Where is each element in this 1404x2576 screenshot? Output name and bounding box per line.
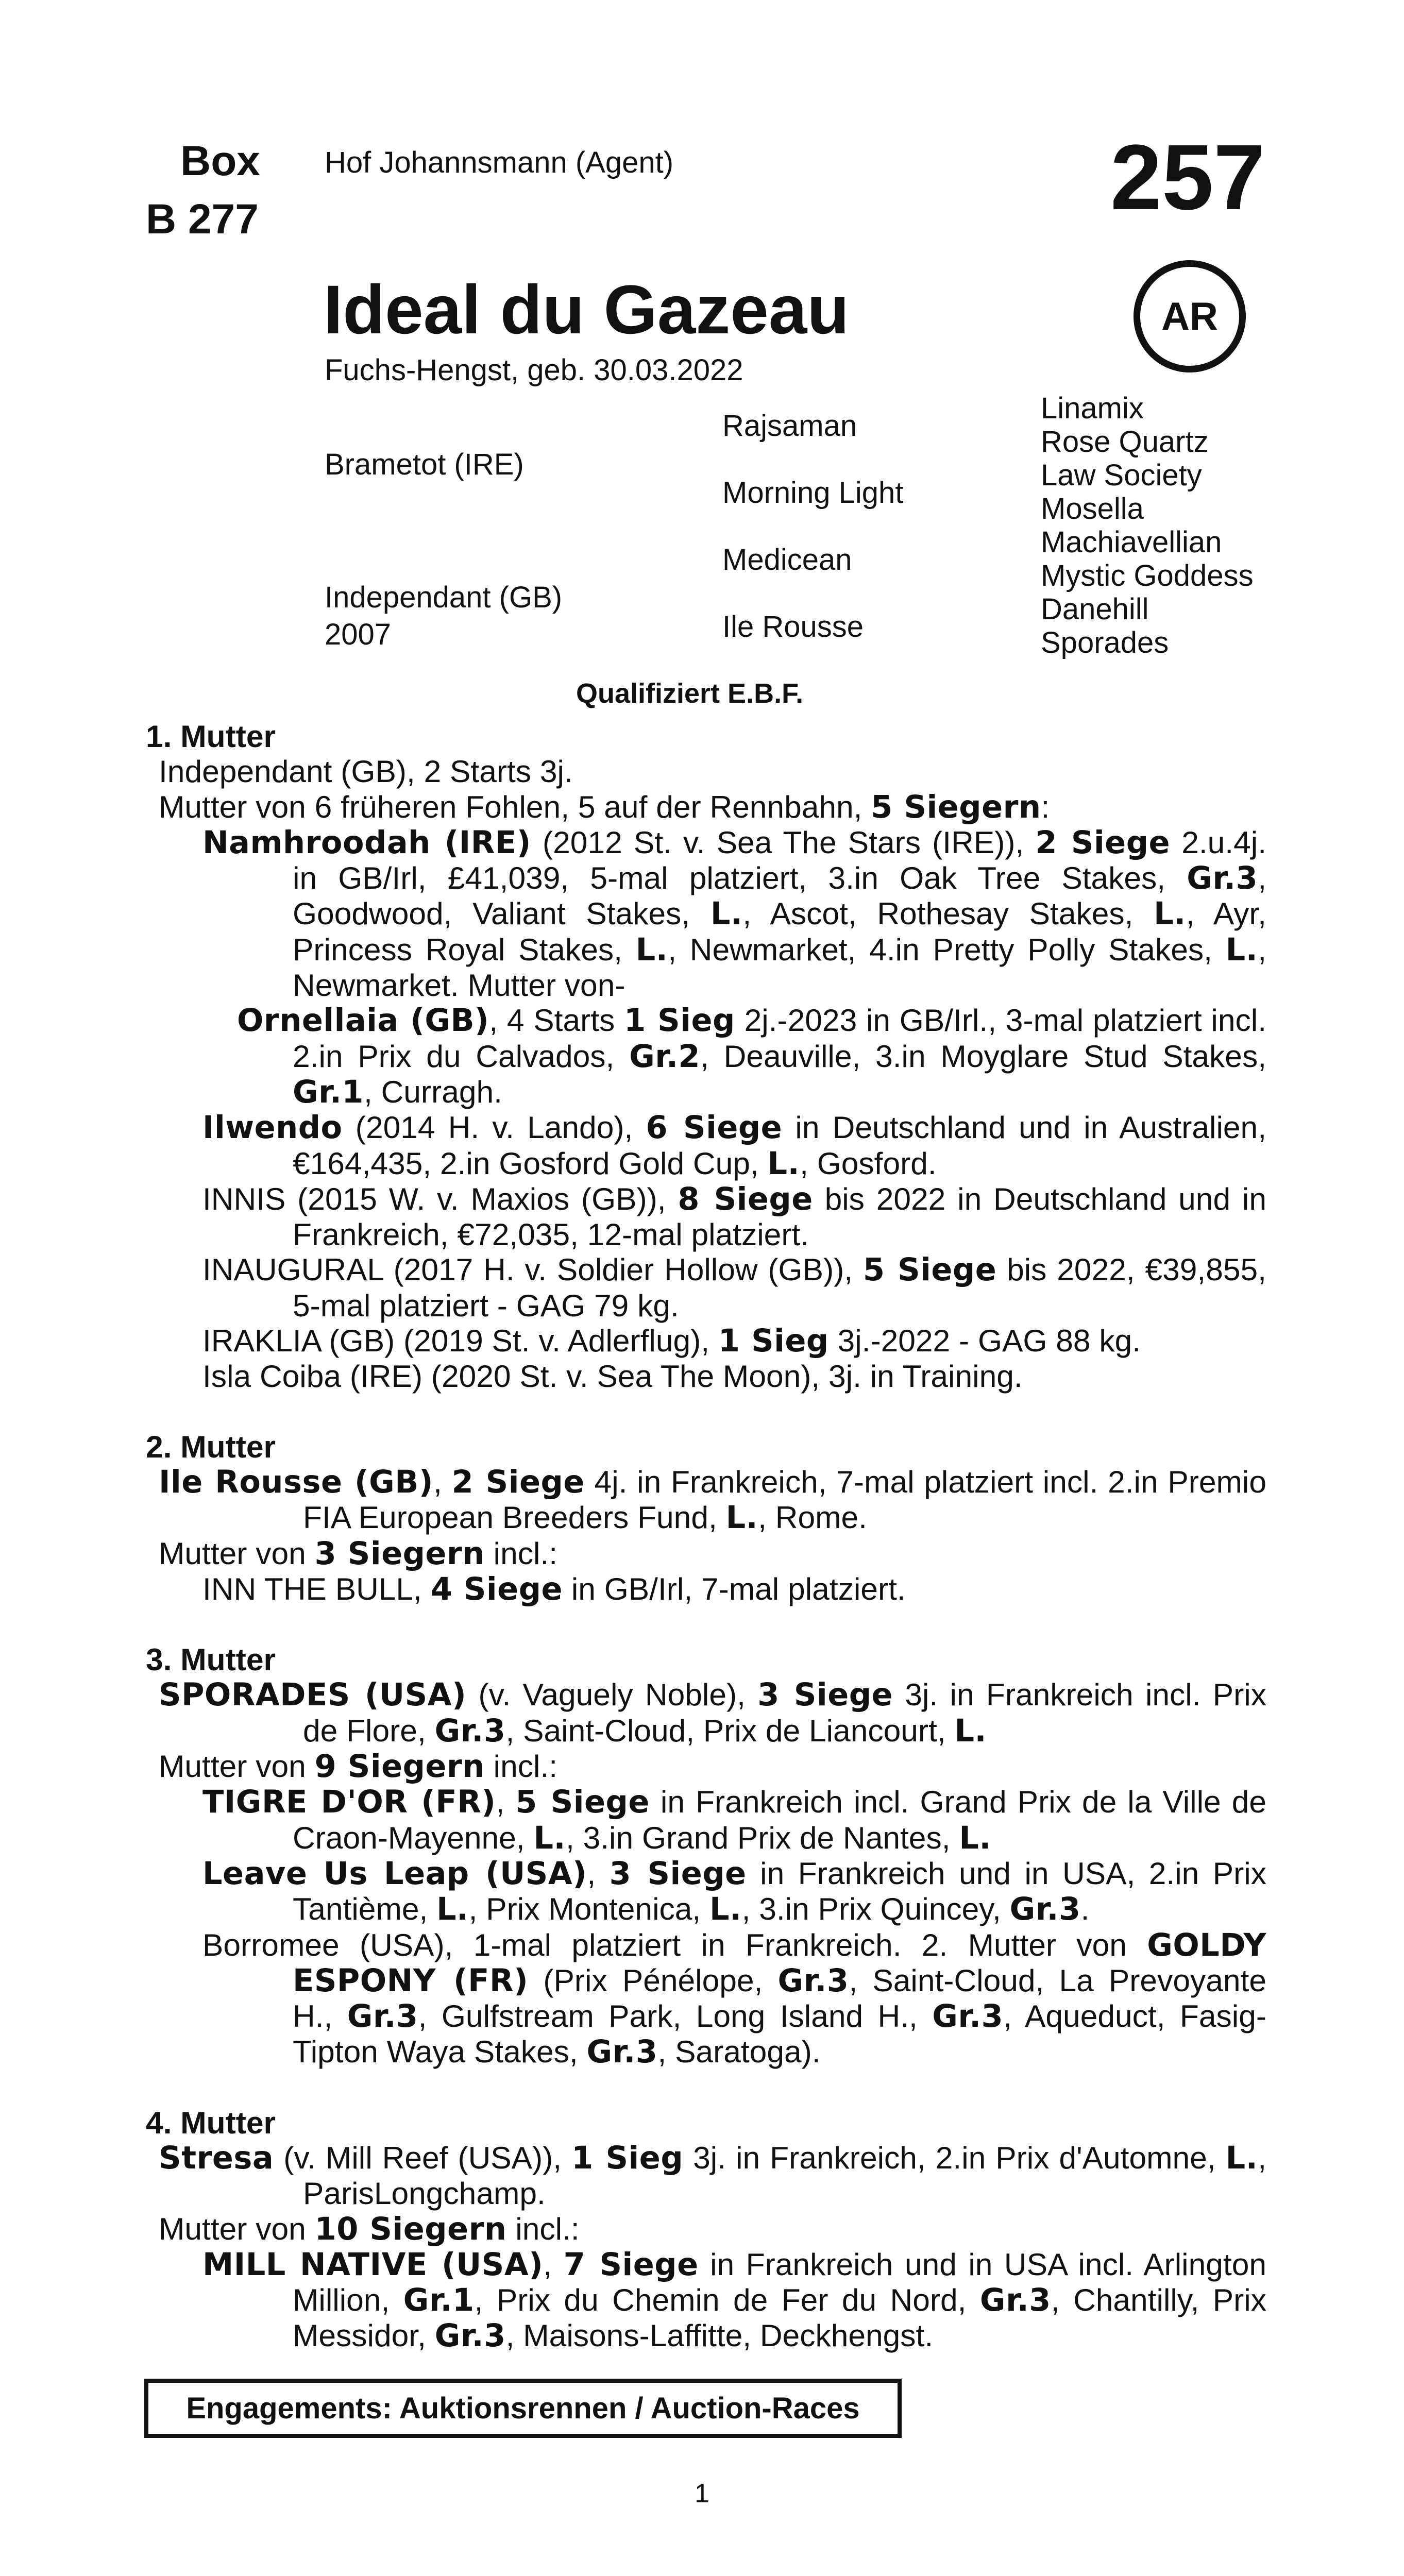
- pedigree-grandparent: Morning Light: [722, 476, 904, 510]
- pedigree-great-grandparent: Law Society: [1041, 459, 1202, 492]
- pedigree-great-grandparents: [1041, 392, 1254, 659]
- pedigree-dam-year: 2007: [325, 618, 392, 651]
- dam-line: Stresa (v. Mill Reef (USA)), 1 Sieg 3j. in Frankreich, 2.in Prix d'Automne, L., ParisLongchamp.: [159, 2140, 1267, 2211]
- pedigree-great-grandparent: Mosella: [1041, 492, 1144, 526]
- ar-badge: [1134, 260, 1246, 372]
- catalogue-text: [146, 719, 1266, 2354]
- engagements-label: Engagements: Auktionsrennen / Auction-Races: [186, 2392, 860, 2425]
- progeny-entry: Borromee (USA), 1-mal platziert in Frankreich. 2. Mutter von GOLDY ESPONY (FR) (Prix Pénélope, Gr.3, Saint-Cloud, La Prevoyante H., Gr.3, Gulfstream Park, Long Island H., Gr.3, Aqueduct, Fasig-Tipton Waya Stakes, Gr.3, Saratoga).: [202, 1927, 1266, 2071]
- section-heading: 2. Mutter: [146, 1429, 276, 1464]
- page-number: 1: [695, 2479, 709, 2509]
- pedigree-great-grandparent: Sporades: [1041, 626, 1169, 659]
- pedigree-grandparent: Ile Rousse: [722, 610, 864, 643]
- pedigree-great-grandparent: Linamix: [1041, 392, 1144, 425]
- ar-badge-label: AR: [1161, 294, 1218, 338]
- section-heading: 3. Mutter: [146, 1642, 276, 1677]
- progeny-entry: Leave Us Leap (USA), 3 Siege in Frankreich und in USA, 2.in Prix Tantième, L., Prix Montenica, L., 3.in Prix Quincey, Gr.3.: [202, 1855, 1266, 1928]
- progeny-entry: Ilwendo (2014 H. v. Lando), 6 Siege in Deutschland und in Australien, €164,435, 2.in Gosford Gold Cup, L., Gosford.: [202, 1110, 1267, 1182]
- produce-line: Mutter von 9 Siegern incl.:: [159, 1749, 558, 1785]
- section-heading: 1. Mutter: [146, 719, 276, 754]
- agent-name: Hof Johannsmann (Agent): [325, 146, 674, 179]
- progeny-entry: IRAKLIA (GB) (2019 St. v. Adlerflug), 1 Sieg 3j.-2022 - GAG 88 kg.: [202, 1323, 1141, 1360]
- pedigree-sire: Brametot (IRE): [325, 448, 524, 481]
- progeny-entry: Namhroodah (IRE) (2012 St. v. Sea The Stars (IRE)), 2 Siege 2.u.4j. in GB/Irl, £41,039, 5-mal platziert, 3.in Oak Tree Stakes, Gr.3, Goodwood, Valiant Stakes, L., Ascot, Rothesay Stakes, L., Ayr, Princess Royal Stakes, L., Newmarket, 4.in Pretty Polly Stakes, L., Newmarket. Mutter von-: [202, 824, 1267, 1003]
- produce-line: Mutter von 10 Siegern incl.:: [159, 2211, 580, 2247]
- dam-line: Independant (GB), 2 Starts 3j.: [159, 754, 573, 789]
- progeny-entry: INAUGURAL (2017 H. v. Soldier Hollow (GB)), 5 Siege bis 2022, €39,855, 5-mal platziert - GAG 79 kg.: [202, 1252, 1266, 1323]
- progeny-entry: MILL NATIVE (USA), 7 Siege in Frankreich und in USA incl. Arlington Million, Gr.1, Prix du Chemin de Fer du Nord, Gr.3, Chantilly, Prix Messidor, Gr.3, Maisons-Laffitte, Deckhengst.: [202, 2246, 1266, 2354]
- dam-line: Ile Rousse (GB), 2 Siege 4j. in Frankreich, 7-mal platziert incl. 2.in Premio FIA European Breeders Fund, L., Rome.: [159, 1464, 1266, 1536]
- section-heading: 4. Mutter: [146, 2105, 276, 2140]
- pedigree-grandparent: Medicean: [722, 543, 852, 577]
- horse-description: Fuchs-Hengst, geb. 30.03.2022: [325, 353, 743, 387]
- pedigree-grandparent: Rajsaman: [722, 409, 857, 443]
- qualification: Qualifiziert E.B.F.: [576, 678, 804, 709]
- progeny-entry: TIGRE D'OR (FR), 5 Siege in Frankreich incl. Grand Prix de la Ville de Craon-Mayenne, L., 3.in Grand Prix de Nantes, L.: [202, 1784, 1267, 1856]
- progeny-entry: Isla Coiba (IRE) (2020 St. v. Sea The Moon), 3j. in Training.: [202, 1359, 1023, 1394]
- pedigree-great-grandparent: Rose Quartz: [1041, 425, 1209, 459]
- progeny-entry: INNIS (2015 W. v. Maxios (GB)), 8 Siege bis 2022 in Deutschland und in Frankreich, €72,035, 12-mal platziert.: [202, 1181, 1267, 1252]
- horse-name: Ideal du Gazeau: [324, 272, 850, 348]
- box-label: Box: [180, 138, 260, 184]
- progeny-entry: INN THE BULL, 4 Siege in GB/Irl, 7-mal platziert.: [202, 1571, 906, 1607]
- box-number: B 277: [146, 196, 259, 243]
- pedigree-great-grandparent: Machiavellian: [1041, 526, 1222, 559]
- pedigree-great-grandparent: Danehill: [1041, 592, 1149, 626]
- pedigree-dam: Independant (GB): [325, 581, 563, 614]
- lot-number: 257: [1110, 126, 1265, 229]
- pedigree-great-grandparent: Mystic Goddess: [1041, 559, 1254, 592]
- progeny-entry: Ornellaia (GB), 4 Starts 1 Sieg 2j.-2023 in GB/Irl., 3-mal platziert incl. 2.in Prix du Calvados, Gr.2, Deauville, 3.in Moyglare Stud Stakes, Gr.1, Curragh.: [237, 1003, 1267, 1110]
- dam-line: SPORADES (USA) (v. Vaguely Noble), 3 Siege 3j. in Frankreich incl. Prix de Flore, Gr.3, Saint-Cloud, Prix de Liancourt, L.: [159, 1677, 1267, 1749]
- produce-line: Mutter von 3 Siegern incl.:: [159, 1535, 558, 1572]
- produce-line: Mutter von 6 früheren Fohlen, 5 auf der Rennbahn, 5 Siegern:: [159, 789, 1050, 825]
- engagements-box: [144, 2379, 902, 2438]
